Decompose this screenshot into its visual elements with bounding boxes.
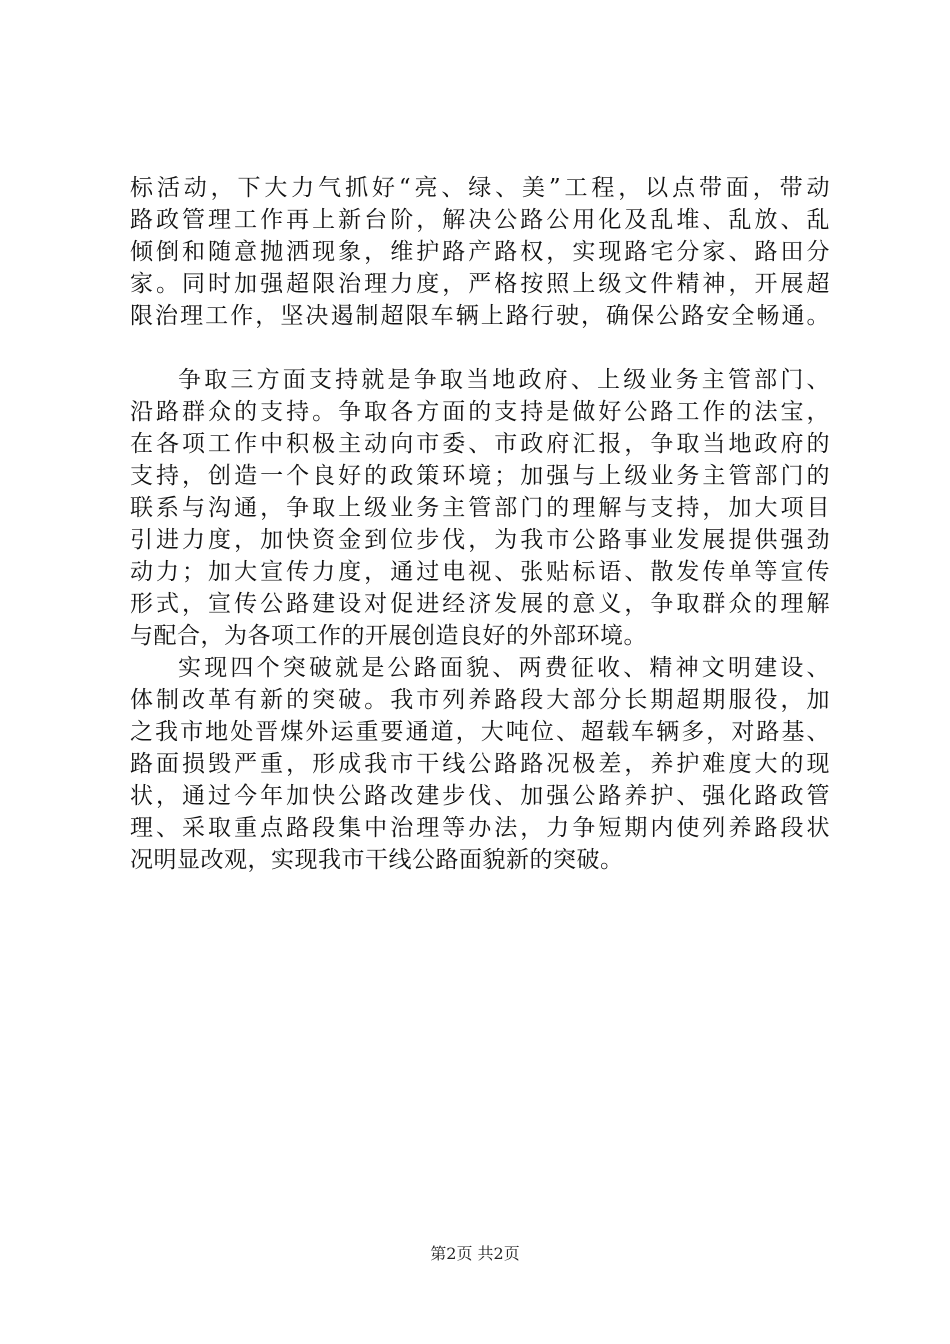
paragraph-spacer [130,332,830,364]
paragraph-line: 支持，创造一个良好的政策环境；加强与上级业务主管部门的 [130,463,830,489]
paragraph-line: 倾倒和随意抛洒现象，维护路产路权，实现路宅分家、路田分 [130,239,830,265]
paragraph-line: 联系与沟通，争取上级业务主管部门的理解与支持，加大项目 [130,495,830,521]
paragraph-line: 实现四个突破就是公路面貌、两费征收、精神文明建设、 [178,655,830,681]
document-body [130,172,830,876]
paragraph-line: 形式，宣传公路建设对促进经济发展的意义，争取群众的理解 [130,591,830,617]
paragraph-line: 沿路群众的支持。争取各方面的支持是做好公路工作的法宝， [130,399,830,425]
paragraph-line: 况明显改观，实现我市干线公路面貌新的突破。 [130,847,624,873]
paragraph-line: 理、采取重点路段集中治理等办法，力争短期内使列养路段状 [130,815,830,841]
paragraph-line: 体制改革有新的突破。我市列养路段大部分长期超期服役，加 [130,687,830,713]
paragraph-line: 路政管理工作再上新台阶，解决公路公用化及乱堆、乱放、乱 [130,207,830,233]
paragraph-line: 家。同时加强超限治理力度，严格按照上级文件精神，开展超 [130,271,830,297]
paragraph-line: 动力；加大宣传力度，通过电视、张贴标语、散发传单等宣传 [130,559,830,585]
paragraph-line: 在各项工作中积极主动向市委、市政府汇报，争取当地政府的 [130,431,830,457]
paragraph-line: 路面损毁严重，形成我市干线公路路况极差，养护难度大的现 [130,751,830,777]
paragraph-line: 状，通过今年加快公路改建步伐、加强公路养护、强化路政管 [130,783,830,809]
paragraph-line: 限治理工作，坚决遏制超限车辆上路行驶，确保公路安全畅通。 [130,303,830,329]
paragraph-line: 与配合，为各项工作的开展创造良好的外部环境。 [130,623,647,649]
paragraph-line: 之我市地处晋煤外运重要通道，大吨位、超载车辆多，对路基、 [130,719,830,745]
page-number-footer: 第2页 共2页 [430,1244,520,1263]
paragraph-2 [130,364,830,652]
paragraph-1 [130,172,830,332]
paragraph-line: 争取三方面支持就是争取当地政府、上级业务主管部门、 [178,367,830,393]
paragraph-3 [130,652,830,876]
paragraph-line: 标活动，下大力气抓好“亮、绿、美”工程，以点带面，带动 [130,175,830,201]
paragraph-line: 引进力度，加快资金到位步伐，为我市公路事业发展提供强劲 [130,527,830,553]
